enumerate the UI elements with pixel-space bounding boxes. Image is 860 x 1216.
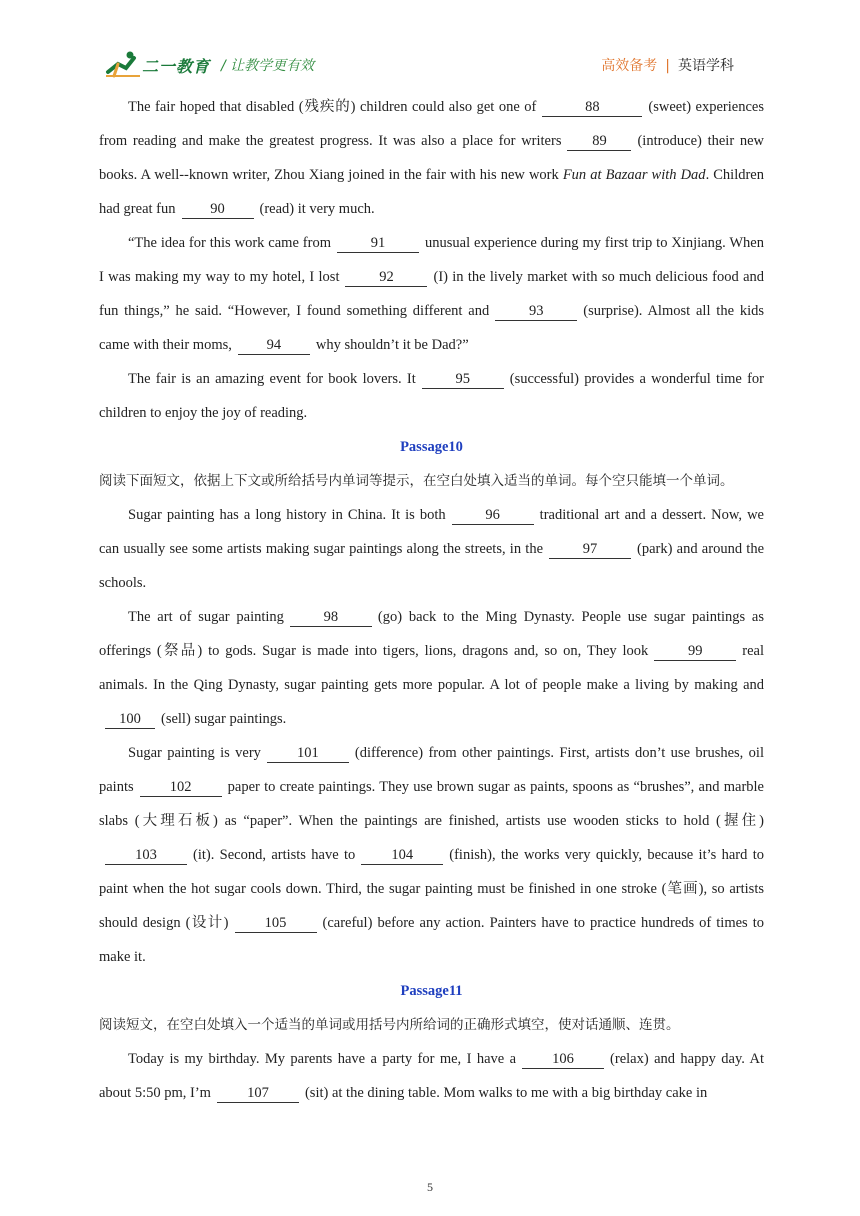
blank-107[interactable]: 107 xyxy=(217,1084,299,1103)
passage-title: Passage11 xyxy=(400,983,463,999)
blank-101[interactable]: 101 xyxy=(267,744,349,763)
instructions: 阅读短文，在空白处填入一个适当的单词或用括号内所给词的正确形式填空，使对话通顺、连贯。 xyxy=(99,1017,680,1033)
paragraph: Sugar painting is very 101 (difference) from other paintings. First, artists don’t use brushes, oil paints 102 paper to create paintings. They use brown sugar as paints, spoons as “brushes”, and marble slabs (大理石板) as “paper”. When the paintings are finished, artists use wooden sticks to hold (握住)103 (it). Second, artists have to 104 (finish), the works very quickly, because it’s hard to paint when the hot sugar cools down. Third, the sugar painting must be finished in one stroke (笔画), so artists should design (设计) 105 (careful) before any action. Painters have to practice hundreds of times to make it. xyxy=(99,745,764,965)
blank-92[interactable]: 92 xyxy=(345,268,427,287)
brand-slogan: / 让教学更有效 xyxy=(221,58,315,74)
subject-label: 高效备考 | 英语学科 xyxy=(601,58,734,74)
blank-95[interactable]: 95 xyxy=(422,370,504,389)
blank-102[interactable]: 102 xyxy=(140,778,222,797)
paragraph: “The idea for this work came from 91 unusual experience during my first trip to Xinjiang. When I was making my way to my hotel, I lost 92 (I) in the lively market with so much delicious food and fun things,” he said. “However, I found something different and 93 (surprise). Almost all the kids came with their moms, 94 why shouldn’t it be Dad?” xyxy=(99,235,765,353)
paragraph: The art of sugar painting 98 (go) back to the Ming Dynasty. People use sugar paintings as offerings (祭品) to gods. Sugar is made into tigers, lions, dragons and, so on, They look 99 real animals. In the Qing Dynasty, sugar painting gets more popular. A lot of people make a living by making and100 (sell) sugar paintings. xyxy=(99,609,764,727)
blank-99[interactable]: 99 xyxy=(654,642,736,661)
page-number: 5 xyxy=(427,1180,433,1194)
blank-88[interactable]: 88 xyxy=(542,98,642,117)
paragraph: Today is my birthday. My parents have a party for me, I have a 106 (relax) and happy day. At about 5:50 pm, I’m 107 (sit) at the dining table. Mom walks to me with a big birthday cake in xyxy=(99,1051,765,1101)
blank-97[interactable]: 97 xyxy=(549,540,631,559)
blank-98[interactable]: 98 xyxy=(290,608,372,627)
blank-100[interactable]: 100 xyxy=(105,710,155,729)
blank-96[interactable]: 96 xyxy=(452,506,534,525)
paragraph: The fair is an amazing event for book lovers. It 95 (successful) provides a wonderful time for children to enjoy the joy of reading. xyxy=(99,371,764,421)
paragraph: The fair hoped that disabled (残疾的) children could also get one of 88 (sweet) experiences from reading and make the greatest progress. It was also a place for writers 89 (introduce) their new books. A well--known writer, Zhou Xiang joined in the fair with his new work Fun at Bazaar with Dad. Children had great fun 90 (read) it very much. xyxy=(99,99,764,217)
blank-105[interactable]: 105 xyxy=(235,914,317,933)
blank-89[interactable]: 89 xyxy=(567,132,631,151)
brand-name: 二一教育 xyxy=(142,57,211,76)
instructions: 阅读下面短文，依据上下文或所给括号内单词等提示，在空白处填入适当的单词。每个空只能填一个单词。 xyxy=(99,473,734,489)
blank-103[interactable]: 103 xyxy=(105,846,187,865)
blank-106[interactable]: 106 xyxy=(522,1050,604,1069)
paragraph: Sugar painting has a long history in China. It is both 96 traditional art and a dessert. Now, we can usually see some artists making sugar paintings along the streets, in the 97 (park) and around the schools. xyxy=(99,507,764,591)
blank-94[interactable]: 94 xyxy=(238,336,310,355)
blank-104[interactable]: 104 xyxy=(361,846,443,865)
blank-90[interactable]: 90 xyxy=(182,200,254,219)
blank-91[interactable]: 91 xyxy=(337,234,419,253)
document-body xyxy=(99,90,764,1110)
passage-title: Passage10 xyxy=(400,439,463,455)
page-header xyxy=(0,0,860,90)
blank-93[interactable]: 93 xyxy=(495,302,577,321)
